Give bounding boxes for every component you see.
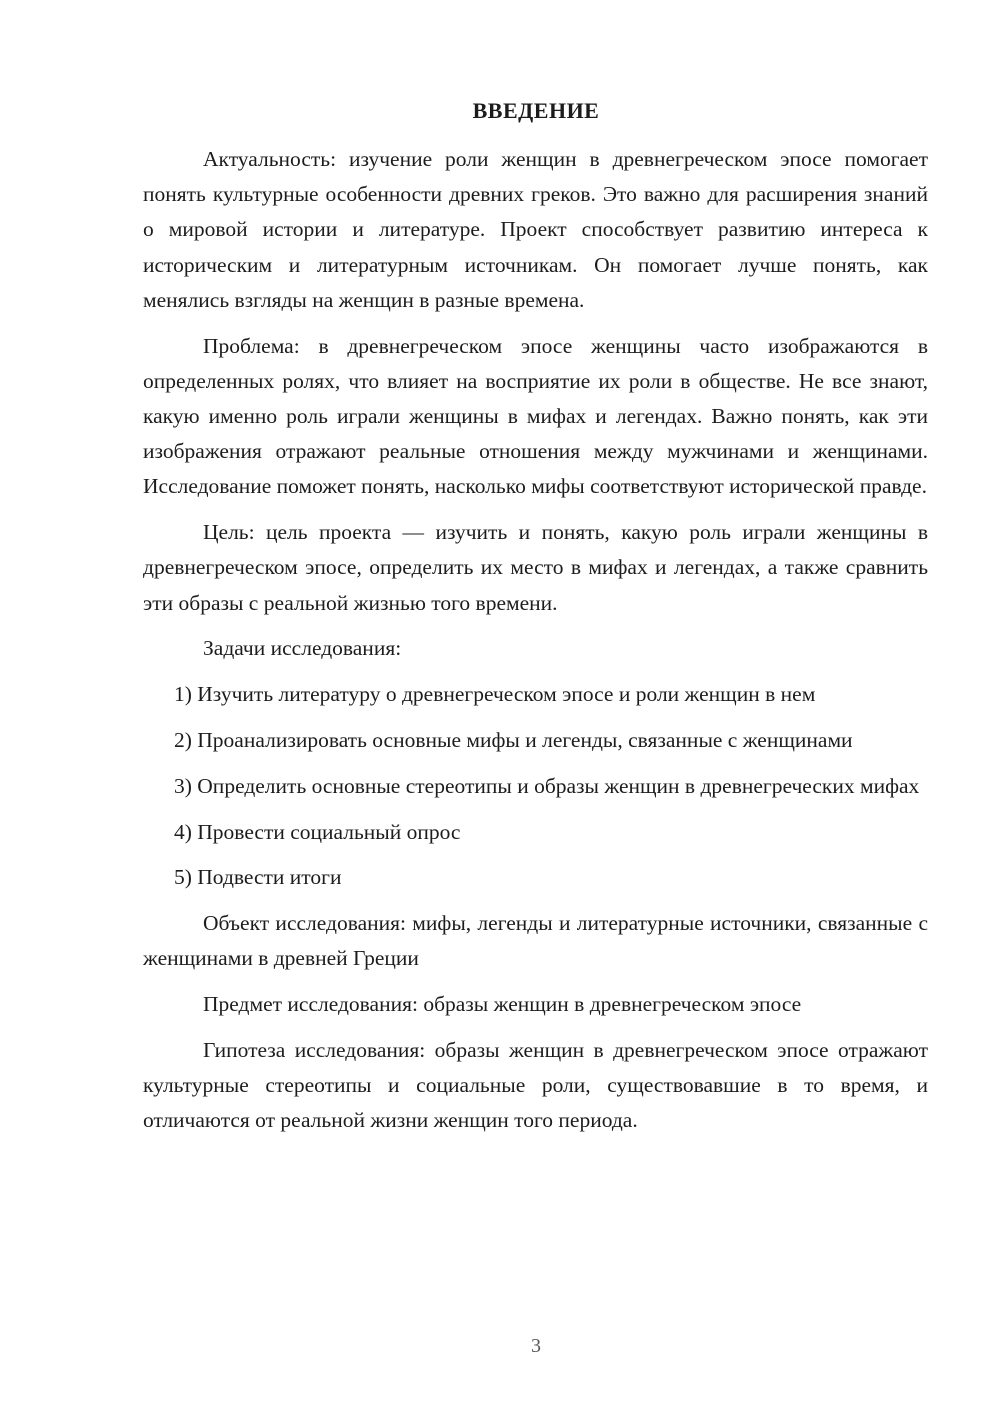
paragraph-hypothesis: Гипотеза исследования: образы женщин в древнегреческом эпосе отражают культурные стереотипы и социальные роли, существовавшие в то время, и отличаются от реальной жизни женщин того периода. xyxy=(143,1038,928,1133)
paragraph-goal: Цель: цель проекта — изучить и понять, какую роль играли женщины в древнегреческом эпосе, определить их место в мифах и легендах, а также сравнить эти образы с реальной жизнью того времени. xyxy=(143,520,928,615)
document-body xyxy=(143,142,928,1149)
task-item: 3) Определить основные стереотипы и образы женщин в древнегреческих мифах xyxy=(174,773,920,798)
task-item: 4) Провести социальный опрос xyxy=(174,819,461,844)
page-number: 3 xyxy=(531,1335,541,1357)
paragraph-object: Объект исследования: мифы, легенды и литературные источники, связанные с женщинами в древней Греции xyxy=(143,911,928,971)
paragraph-subject: Предмет исследования: образы женщин в древнегреческом эпосе xyxy=(203,992,802,1017)
paragraph-relevance: Актуальность: изучение роли женщин в древнегреческом эпосе помогает понять культурные особенности древних греков. Это важно для расширения знаний о мировой истории и литературе. Проект способствует развитию интереса к историческим и литературным источникам. Он помогает лучше понять, как менялись взгляды на женщин в разные времена. xyxy=(143,147,928,312)
task-item: 5) Подвести итоги xyxy=(174,865,342,890)
page-title: ВВЕДЕНИЕ xyxy=(472,98,600,123)
tasks-heading: Задачи исследования: xyxy=(203,636,402,661)
paragraph-problem: Проблема: в древнегреческом эпосе женщины часто изображаются в определенных ролях, что влияет на восприятие их роли в обществе. Не все знают, какую именно роль играли женщины в мифах и легендах. Важно понять, как эти изображения отражают реальные отношения между мужчинами и женщинами. Исследование поможет понять, насколько мифы соответствуют исторической правде. xyxy=(143,333,928,499)
task-item: 2) Проанализировать основные мифы и легенды, связанные с женщинами xyxy=(174,728,853,753)
task-item: 1) Изучить литературу о древнегреческом эпосе и роли женщин в нем xyxy=(174,682,816,707)
